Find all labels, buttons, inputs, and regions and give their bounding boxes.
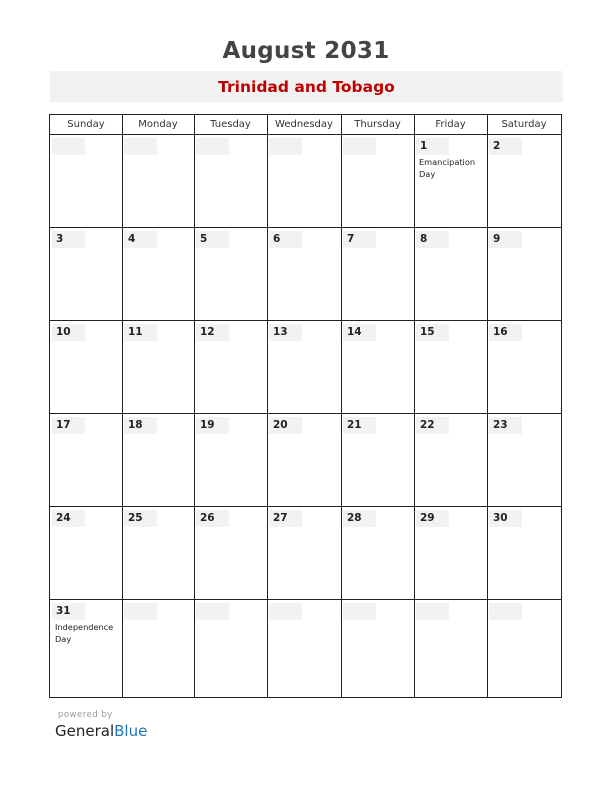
- day-cell[interactable]: [414, 507, 487, 599]
- day-cell[interactable]: [122, 507, 194, 599]
- day-number: 5: [200, 233, 208, 245]
- generalblue-logo[interactable]: [55, 722, 147, 740]
- day-number: 16: [493, 326, 508, 338]
- day-number: 12: [200, 326, 215, 338]
- day-number: 1: [420, 140, 428, 152]
- day-number: 3: [56, 233, 64, 245]
- day-cell[interactable]: [267, 135, 341, 227]
- day-number-box: [269, 603, 302, 620]
- day-number: 28: [347, 512, 362, 524]
- week-row: [50, 600, 561, 693]
- country-banner: [50, 71, 563, 102]
- day-cell[interactable]: [414, 600, 487, 693]
- day-number: 26: [200, 512, 215, 524]
- day-number-box: [489, 603, 522, 620]
- day-number-box: [416, 603, 449, 620]
- week-row: [50, 228, 561, 321]
- powered-by-text: powered by: [58, 710, 113, 720]
- day-number: 21: [347, 419, 362, 431]
- day-cell[interactable]: [194, 228, 267, 320]
- day-cell[interactable]: [122, 600, 194, 693]
- day-number: 9: [493, 233, 501, 245]
- day-number: 29: [420, 512, 435, 524]
- day-cell[interactable]: [414, 228, 487, 320]
- day-number: 14: [347, 326, 362, 338]
- day-cell[interactable]: [341, 600, 414, 693]
- day-number: 15: [420, 326, 435, 338]
- day-number-box: [343, 603, 376, 620]
- day-cell[interactable]: [122, 414, 194, 506]
- day-number: 20: [273, 419, 288, 431]
- day-number: 30: [493, 512, 508, 524]
- day-number: 19: [200, 419, 215, 431]
- weekday-header-row: [50, 115, 561, 135]
- day-cell[interactable]: [50, 228, 122, 320]
- weekday-header-sunday: Sunday: [67, 119, 105, 130]
- day-number: 23: [493, 419, 508, 431]
- day-cell[interactable]: [194, 135, 267, 227]
- day-cell[interactable]: [194, 414, 267, 506]
- day-number: 22: [420, 419, 435, 431]
- day-number-box: [124, 138, 157, 155]
- day-number: 18: [128, 419, 143, 431]
- day-cell[interactable]: [341, 228, 414, 320]
- day-cell[interactable]: [267, 507, 341, 599]
- week-row: [50, 414, 561, 507]
- day-cell[interactable]: [267, 321, 341, 413]
- day-number: 8: [420, 233, 428, 245]
- column-divider: [122, 115, 123, 697]
- day-cell[interactable]: [267, 414, 341, 506]
- day-cell[interactable]: [194, 600, 267, 693]
- day-cell[interactable]: [50, 600, 122, 693]
- day-number: 31: [56, 605, 71, 617]
- weekday-header-wednesday: Wednesday: [275, 119, 333, 130]
- calendar-grid: [49, 114, 562, 698]
- day-cell[interactable]: [267, 228, 341, 320]
- country-name: Trinidad and Tobago: [218, 77, 395, 96]
- weekday-header-friday: Friday: [435, 119, 466, 130]
- column-divider: [341, 115, 342, 697]
- day-cell[interactable]: [487, 228, 561, 320]
- day-cell[interactable]: [414, 414, 487, 506]
- day-number: 6: [273, 233, 281, 245]
- day-number-box: [124, 603, 157, 620]
- column-divider: [267, 115, 268, 697]
- brand-blue: Blue: [114, 722, 148, 740]
- day-number-box: [343, 138, 376, 155]
- column-divider: [194, 115, 195, 697]
- day-cell[interactable]: [487, 414, 561, 506]
- day-cell[interactable]: [487, 135, 561, 227]
- day-number: 4: [128, 233, 136, 245]
- day-cell[interactable]: [194, 507, 267, 599]
- day-number: 25: [128, 512, 143, 524]
- day-cell[interactable]: [50, 507, 122, 599]
- day-cell[interactable]: [341, 321, 414, 413]
- day-cell[interactable]: [341, 414, 414, 506]
- weekday-header-monday: Monday: [138, 119, 178, 130]
- weekday-header-thursday: Thursday: [354, 119, 401, 130]
- day-cell[interactable]: [341, 135, 414, 227]
- day-cell[interactable]: [194, 321, 267, 413]
- day-cell[interactable]: [487, 321, 561, 413]
- column-divider: [487, 115, 488, 697]
- day-number-box: [269, 138, 302, 155]
- week-row: [50, 135, 561, 228]
- weekday-header-saturday: Saturday: [501, 119, 547, 130]
- day-number: 10: [56, 326, 71, 338]
- day-number: 13: [273, 326, 288, 338]
- day-cell[interactable]: [414, 321, 487, 413]
- column-divider: [414, 115, 415, 697]
- day-cell[interactable]: [122, 228, 194, 320]
- week-row: [50, 507, 561, 600]
- day-cell[interactable]: [414, 135, 487, 227]
- holiday-label: Independence Day: [55, 622, 114, 644]
- day-number: 2: [493, 140, 501, 152]
- week-row: [50, 321, 561, 414]
- day-cell[interactable]: [50, 135, 122, 227]
- day-number-box: [196, 138, 229, 155]
- day-cell[interactable]: [487, 600, 561, 693]
- day-number-box: [52, 138, 85, 155]
- day-number: 7: [347, 233, 355, 245]
- day-cell[interactable]: [122, 135, 194, 227]
- day-number: 11: [128, 326, 143, 338]
- day-cell[interactable]: [487, 507, 561, 599]
- holiday-label: Emancipation Day: [419, 157, 476, 179]
- day-number: 27: [273, 512, 288, 524]
- day-cell[interactable]: [341, 507, 414, 599]
- day-cell[interactable]: [50, 414, 122, 506]
- page-title: August 2031: [222, 38, 390, 64]
- day-number-box: [196, 603, 229, 620]
- day-cell[interactable]: [267, 600, 341, 693]
- brand-general: General: [55, 722, 115, 740]
- day-number: 24: [56, 512, 71, 524]
- weekday-header-tuesday: Tuesday: [210, 119, 251, 130]
- day-cell[interactable]: [50, 321, 122, 413]
- day-cell[interactable]: [122, 321, 194, 413]
- day-number: 17: [56, 419, 71, 431]
